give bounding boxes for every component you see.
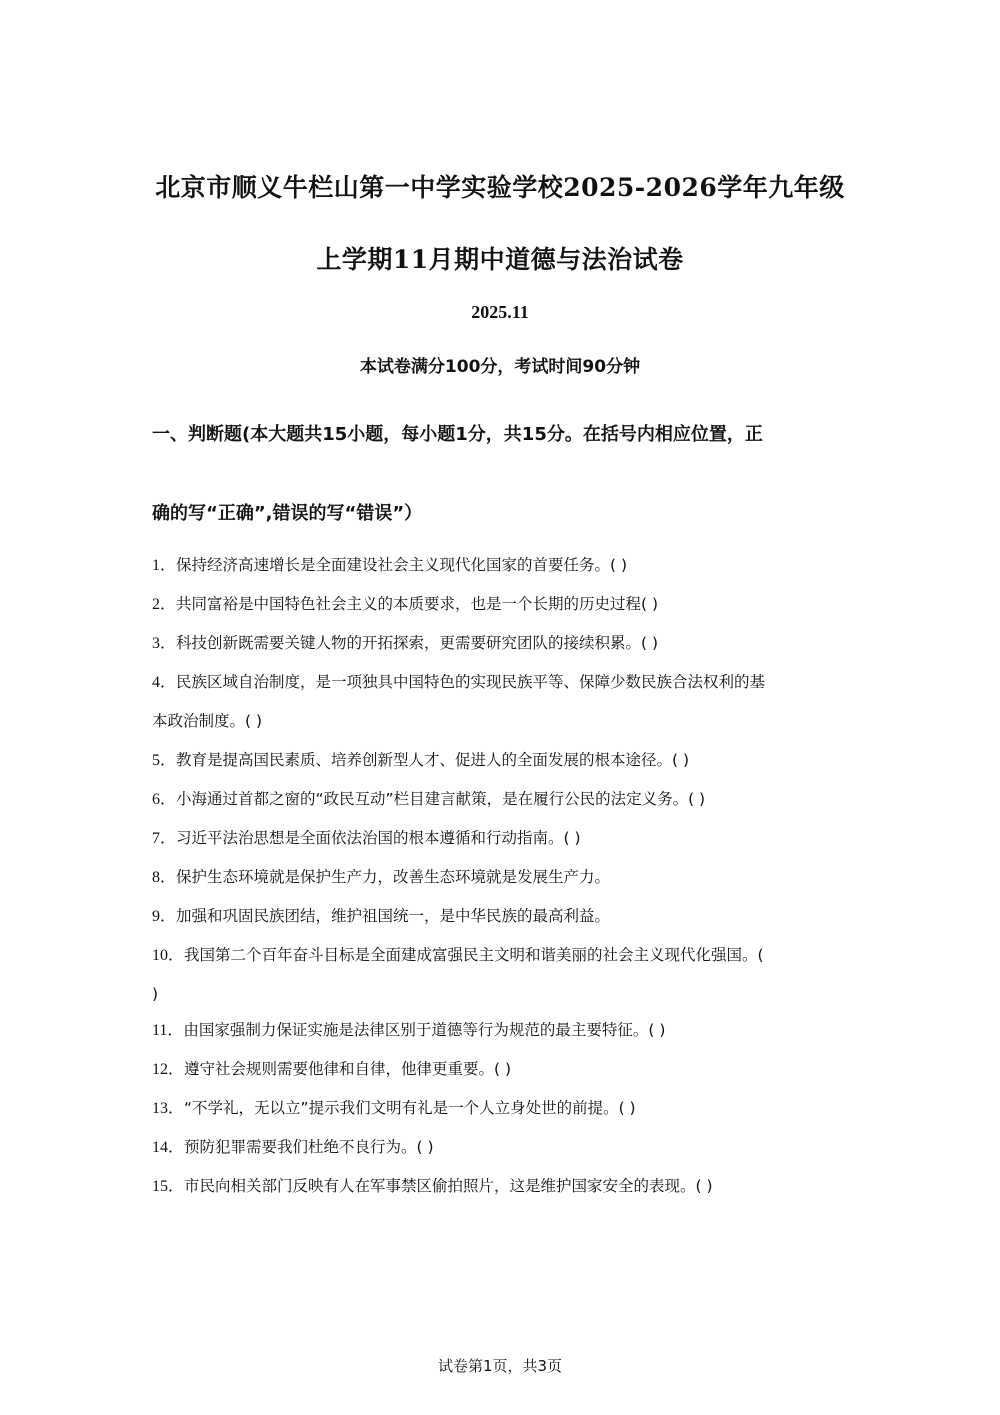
question-text: 我国第二个百年奋斗目标是全面建成富强民主文明和谐美丽的社会主义现代化强国。( — [184, 946, 764, 964]
exam-title-line1: 北京市顺义牛栏山第一中学实验学校2025-2026学年九年级 — [155, 173, 845, 202]
question-10 — [152, 944, 852, 967]
question-number: 6． — [152, 791, 177, 808]
question-10-continued: ) — [152, 985, 159, 1003]
question-text: 保持经济高速增长是全面建设社会主义现代化国家的首要任务。( ) — [176, 556, 628, 574]
exam-date: 2025.11 — [471, 302, 529, 322]
question-number: 11． — [152, 1022, 184, 1039]
question-13 — [152, 1097, 852, 1120]
question-4-continued: 本政治制度。( ) — [152, 712, 263, 730]
question-text: 由国家强制力保证实施是法律区别于道德等行为规范的最主要特征。( ) — [183, 1021, 666, 1039]
question-number: 3． — [152, 635, 177, 652]
question-12 — [152, 1058, 852, 1081]
question-5 — [152, 749, 852, 772]
question-text: 教育是提高国民素质、培养创新型人才、促进人的全面发展的根本途径。( ) — [176, 751, 690, 769]
question-text: 民族区域自治制度，是一项独具中国特色的实现民族平等、保障少数民族合法权利的基 — [176, 673, 766, 691]
question-number: 12． — [152, 1061, 185, 1078]
question-number: 4． — [152, 674, 177, 691]
question-11 — [152, 1019, 852, 1042]
question-text: 加强和巩固民族团结，维护祖国统一，是中华民族的最高利益。 — [176, 907, 611, 925]
question-15 — [152, 1175, 852, 1198]
question-9 — [152, 905, 852, 928]
question-4 — [152, 671, 852, 694]
question-number: 8． — [152, 869, 177, 886]
section-heading-line2: 确的写“正确”,错误的写“错误”） — [152, 503, 423, 524]
page-footer: 试卷第1页，共3页 — [437, 1357, 563, 1375]
question-2 — [152, 593, 852, 616]
question-7 — [152, 827, 852, 850]
question-text: 共同富裕是中国特色社会主义的本质要求，也是一个长期的历史过程( ) — [176, 595, 659, 613]
question-3 — [152, 632, 852, 655]
question-number: 13． — [152, 1100, 185, 1117]
question-number: 9． — [152, 908, 177, 925]
question-text: 预防犯罪需要我们杜绝不良行为。( ) — [184, 1138, 434, 1156]
question-number: 14． — [152, 1139, 185, 1156]
question-6 — [152, 788, 852, 811]
question-number: 10． — [152, 947, 185, 964]
exam-title-line2: 上学期11月期中道德与法治试卷 — [316, 245, 684, 274]
question-number: 1． — [152, 557, 177, 574]
question-text: 保护生态环境就是保护生产力，改善生态环境就是发展生产力。 — [176, 868, 611, 886]
question-text: 遵守社会规则需要他律和自律，他律更重要。( ) — [184, 1060, 512, 1078]
question-number: 5． — [152, 752, 177, 769]
question-number: 7． — [152, 830, 177, 847]
question-8 — [152, 866, 852, 889]
question-text: 市民向相关部门反映有人在军事禁区偷拍照片，这是维护国家安全的表现。( ) — [184, 1177, 713, 1195]
exam-info: 本试卷满分100分，考试时间90分钟 — [359, 357, 641, 377]
question-text: 科技创新既需要关键人物的开拓探索，更需要研究团队的接续积累。( ) — [176, 634, 659, 652]
question-number: 15． — [152, 1178, 185, 1195]
section-heading-line1: 一、判断题(本大题共15小题，每小题1分，共15分。在括号内相应位置，正 — [152, 424, 763, 445]
question-text: 小海通过首都之窗的“政民互动”栏目建言献策，是在履行公民的法定义务。( ) — [176, 790, 706, 808]
question-number: 2． — [152, 596, 177, 613]
question-text: “不学礼，无以立”提示我们文明有礼是一个人立身处世的前提。( ) — [184, 1099, 636, 1117]
question-text: 习近平法治思想是全面依法治国的根本遵循和行动指南。( ) — [176, 829, 581, 847]
question-14 — [152, 1136, 852, 1159]
question-1 — [152, 554, 852, 577]
